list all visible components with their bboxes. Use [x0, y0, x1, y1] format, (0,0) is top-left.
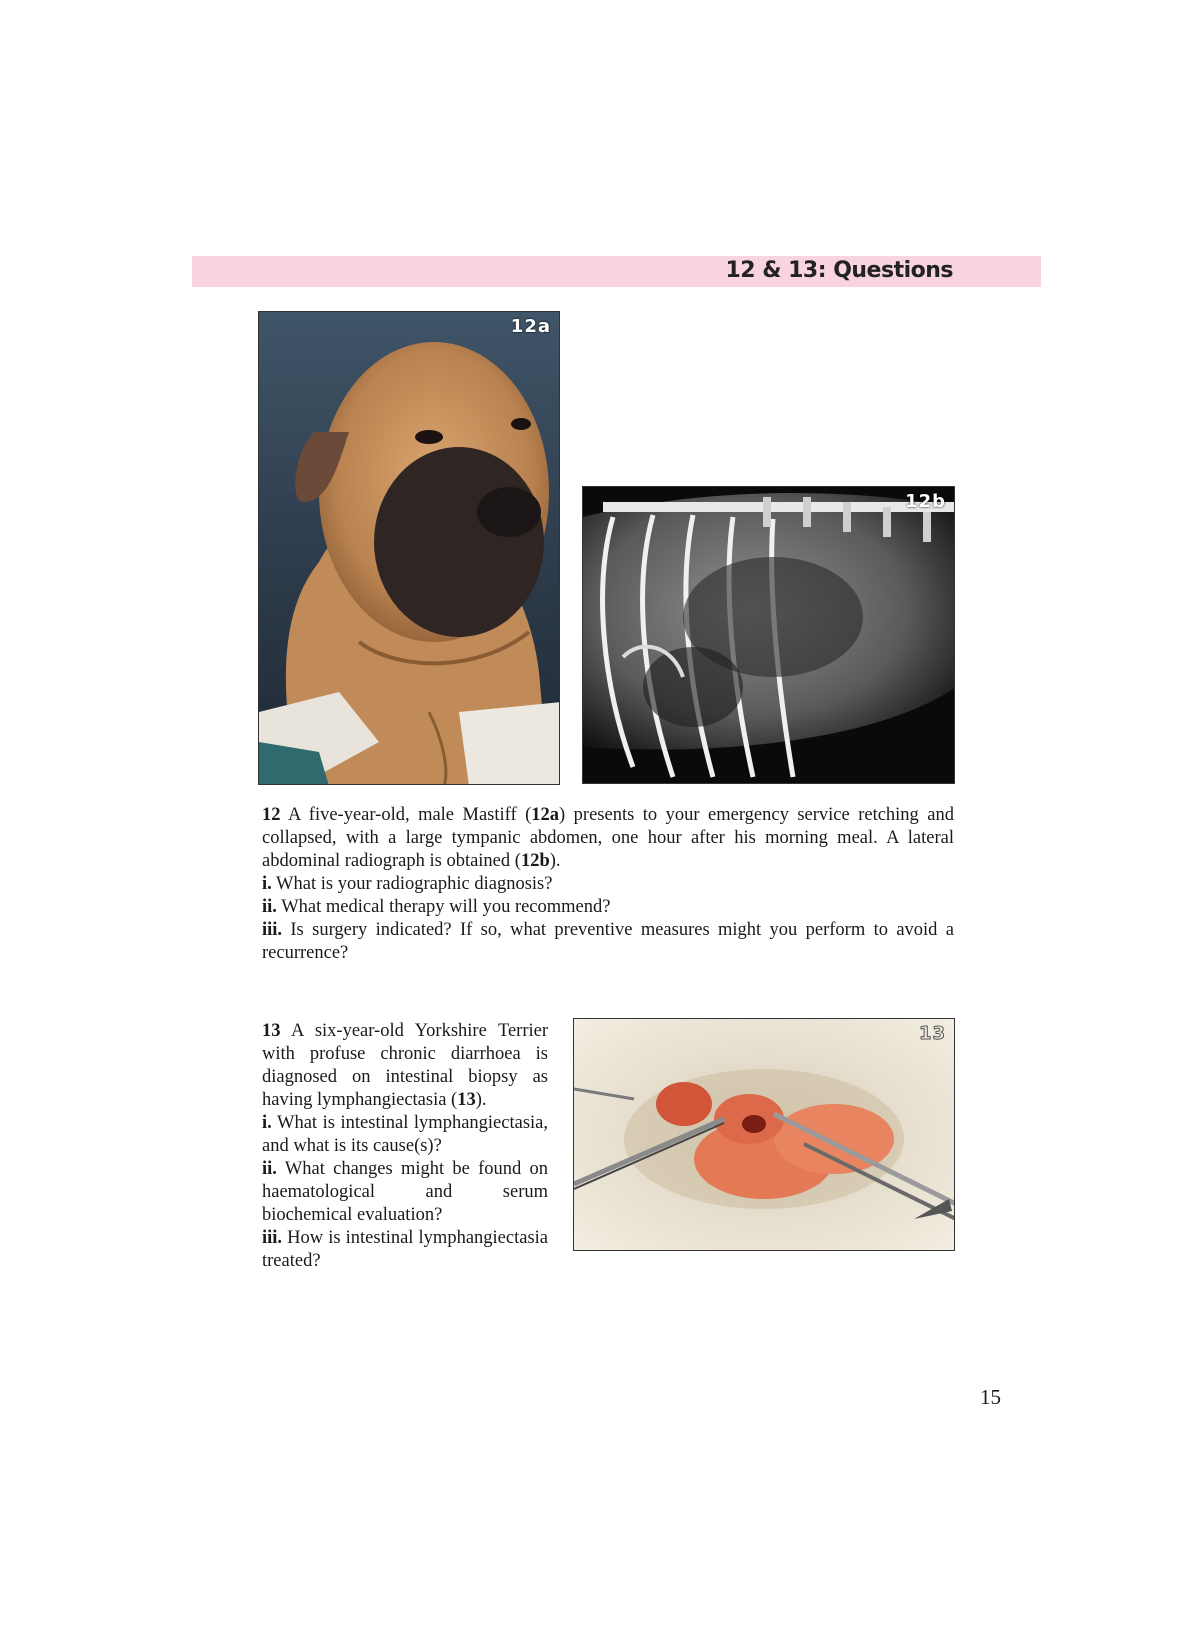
question-item: ii. What changes might be found on haematological and serum biochemical evaluation?	[262, 1159, 548, 1225]
question-item: iii. Is surgery indicated? If so, what preventive measures might you perform to avoid a recurrence?	[262, 920, 954, 963]
question-number: 13	[262, 1021, 281, 1041]
figure-label-12b: 12b	[905, 491, 946, 512]
figure-12a-mastiff-photo	[258, 311, 560, 785]
figure-reference: 13	[457, 1090, 476, 1110]
question-13-intro: 13 A six-year-old Yorkshire Terrier with profuse chronic diarrhoea is diagnosed on intestinal biopsy as having lymphangiectasia (13).	[262, 1021, 548, 1110]
figure-label-13: 13	[918, 1023, 946, 1044]
question-item: ii. What medical therapy will you recommend?	[262, 897, 611, 917]
surgery-illustration	[574, 1019, 955, 1251]
section-title: 12 & 13: Questions	[725, 258, 953, 283]
question-item: i. What is intestinal lymphangiectasia, and what is its cause(s)?	[262, 1113, 548, 1156]
figure-reference: 12a	[531, 805, 560, 825]
radiograph-illustration	[583, 487, 955, 784]
figure-reference: 12b	[520, 851, 550, 871]
question-item: iii. How is intestinal lymphangiectasia treated?	[262, 1228, 548, 1271]
figure-12b-radiograph	[582, 486, 955, 784]
page-number: 15	[980, 1385, 1001, 1409]
question-12-intro: 12 A five-year-old, male Mastiff (12a) presents to your emergency service retching and collapsed, with a large tympanic abdomen, one hour after his morning meal. A lateral abdominal radiograph is obtained (12b).	[262, 805, 954, 871]
question-13	[262, 1020, 548, 1273]
mastiff-illustration	[259, 312, 560, 785]
question-12	[262, 804, 954, 965]
section-header-band	[192, 256, 1041, 287]
question-item: i. What is your radiographic diagnosis?	[262, 874, 553, 894]
figure-13-surgical-photo	[573, 1018, 955, 1251]
question-number: 12	[262, 805, 281, 825]
figure-label-12a: 12a	[510, 316, 551, 337]
